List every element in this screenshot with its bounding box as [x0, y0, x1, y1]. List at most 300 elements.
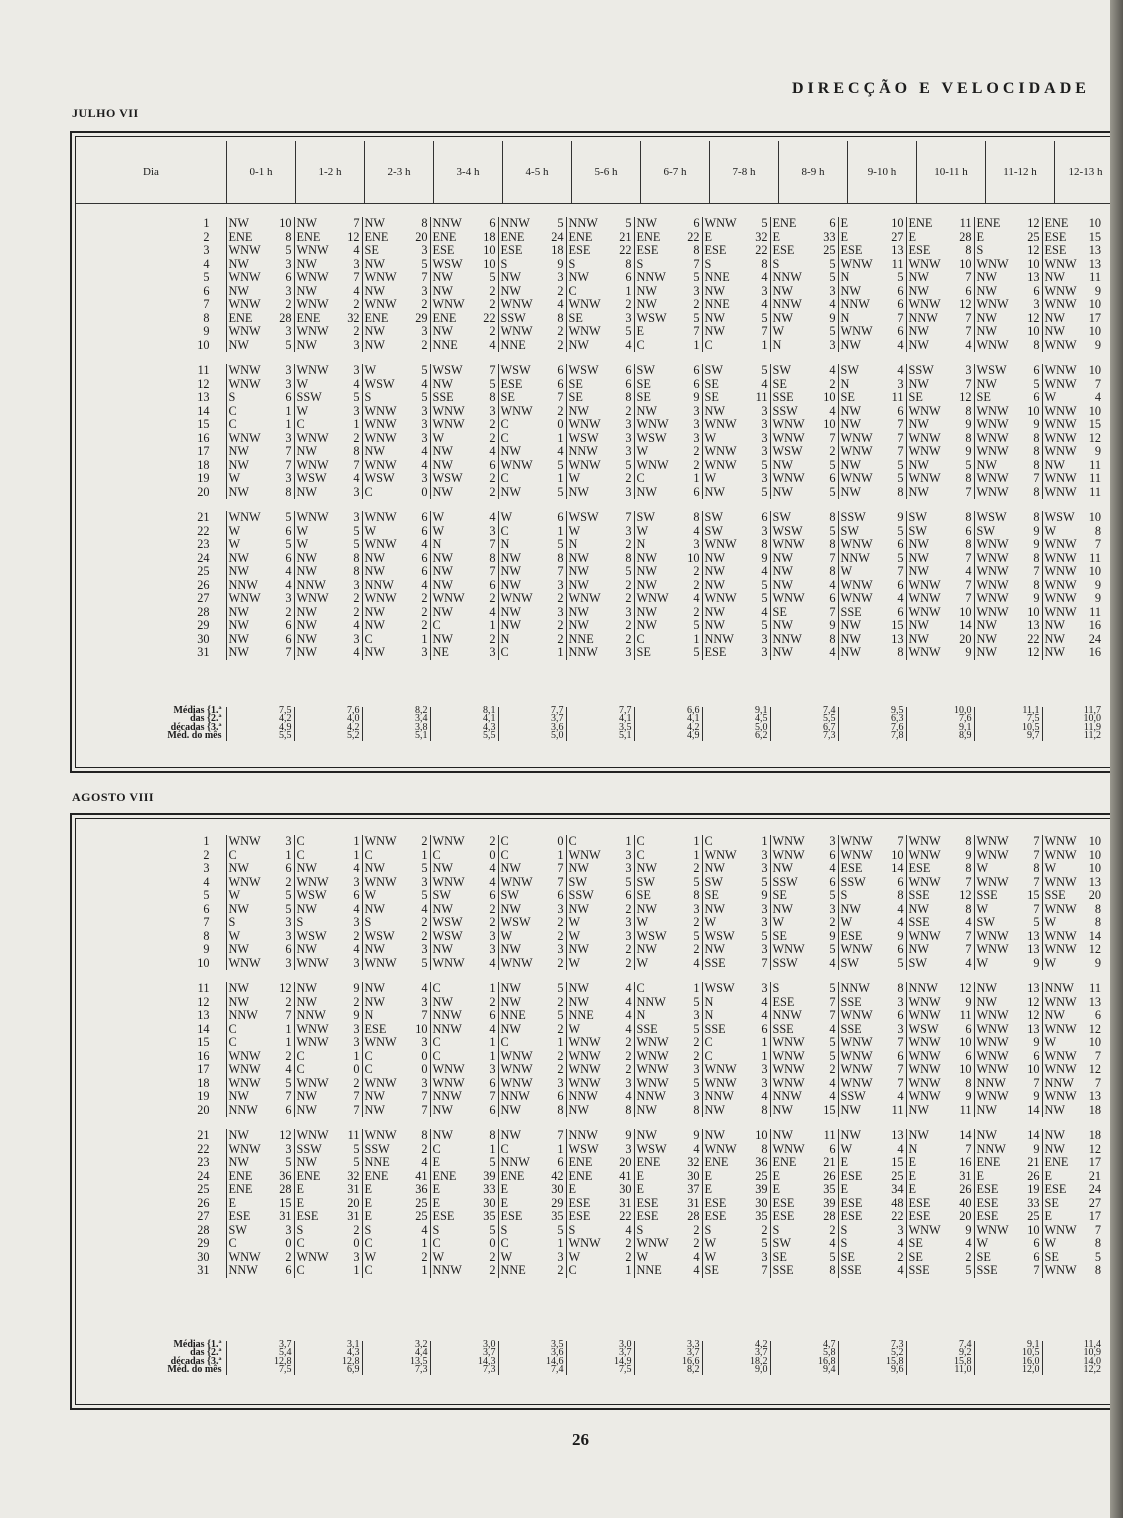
wind-direction: W: [1044, 861, 1057, 875]
wind-speed: 4: [421, 537, 428, 551]
wind-cell: [294, 552, 362, 566]
wind-direction: S: [500, 256, 508, 271]
wind-direction: WNW: [1044, 847, 1077, 862]
wind-speed: 6: [897, 874, 904, 889]
average-row: [76, 707, 1103, 715]
wind-cell: [838, 957, 906, 971]
wind-direction: NW: [500, 564, 521, 578]
column-header-hour: 4-5 h: [502, 141, 571, 203]
wind-direction: WNW: [636, 1035, 669, 1049]
wind-cell: [1042, 298, 1103, 312]
wind-direction-speed: [975, 1183, 1042, 1197]
wind-direction: N: [704, 994, 714, 1009]
wind-direction: SSE: [908, 888, 930, 902]
wind-direction: W: [228, 928, 241, 943]
wind-speed: 5: [353, 1155, 360, 1169]
wind-direction: WNW: [1044, 471, 1077, 485]
wind-speed: 3: [761, 645, 768, 659]
wind-direction: ESE: [908, 1195, 931, 1210]
wind-cell: [1042, 285, 1103, 299]
wind-direction-speed: [635, 432, 702, 446]
wind-direction: ESE: [432, 243, 455, 257]
wind-cell: [634, 1129, 702, 1143]
wind-speed: 20: [347, 1195, 360, 1210]
wind-speed: 4: [421, 444, 428, 458]
wind-cell: [362, 565, 430, 579]
wind-cell: [770, 862, 838, 876]
wind-direction-speed: [499, 646, 566, 660]
table-row: [76, 1104, 1103, 1118]
wind-direction: NW: [296, 550, 317, 565]
wind-speed: 3: [353, 337, 360, 352]
wind-speed: 12: [1027, 243, 1040, 257]
wind-cell: [362, 1264, 430, 1278]
wind-direction-speed: [567, 525, 634, 539]
wind-cell: [566, 876, 634, 890]
wind-direction: NW: [976, 631, 997, 646]
wind-direction-speed: [839, 298, 906, 312]
wind-speed: 8: [285, 229, 292, 244]
wind-direction: WSW: [432, 928, 463, 943]
wind-cell: [226, 298, 294, 312]
wind-direction-speed: [499, 486, 566, 500]
wind-direction: NW: [976, 376, 997, 391]
wind-speed: 5: [761, 928, 768, 943]
table-row: [76, 862, 1103, 876]
wind-direction: WNW: [1044, 444, 1077, 458]
wind-cell: [226, 606, 294, 620]
wind-cell: [634, 1077, 702, 1091]
wind-cell: [838, 943, 906, 957]
wind-speed: 1: [285, 847, 292, 862]
wind-direction-speed: [295, 298, 362, 312]
wind-cell: [1042, 1170, 1103, 1184]
wind-direction-speed: [907, 418, 974, 432]
wind-direction-speed: [227, 552, 294, 566]
wind-speed: 6: [1033, 363, 1040, 377]
table-row: [76, 943, 1103, 957]
wind-direction-speed: [975, 1023, 1042, 1037]
wind-speed: 4: [761, 270, 768, 284]
wind-speed: 7: [965, 577, 972, 592]
wind-direction-speed: [635, 538, 702, 552]
wind-cell: [974, 1023, 1042, 1037]
wind-direction-speed: [227, 271, 294, 285]
wind-speed: 3: [625, 604, 632, 619]
wind-direction: NW: [500, 1102, 521, 1117]
wind-direction: E: [296, 1195, 305, 1210]
table-row: [76, 364, 1103, 378]
wind-speed: 7: [1094, 1075, 1101, 1090]
wind-direction-speed: [907, 258, 974, 272]
wind-speed: 3: [761, 847, 768, 862]
wind-cell: [1042, 244, 1103, 258]
wind-cell: [974, 525, 1042, 539]
wind-cell: [362, 1023, 430, 1037]
wind-direction: WNW: [840, 537, 873, 551]
wind-direction: NW: [432, 942, 453, 956]
wind-speed: 6: [625, 270, 632, 284]
wind-cell: [702, 378, 770, 392]
wind-direction-speed: [703, 258, 770, 272]
wind-speed: 5: [353, 1141, 360, 1156]
wind-direction: WNW: [364, 1035, 397, 1049]
wind-direction: NW: [228, 283, 249, 298]
wind-direction-speed: [975, 552, 1042, 566]
wind-direction-speed: [227, 633, 294, 647]
wind-direction: ESE: [364, 1021, 387, 1036]
wind-cell: [770, 285, 838, 299]
wind-direction-speed: [771, 903, 838, 917]
wind-direction-speed: [907, 1237, 974, 1251]
wind-cell: [362, 391, 430, 405]
wind-cell: [362, 1183, 430, 1197]
wind-speed: 5: [829, 324, 836, 338]
wind-speed: 20: [1088, 888, 1101, 902]
wind-direction: NW: [636, 283, 657, 298]
wind-speed: 5: [897, 955, 904, 970]
wind-speed: 30: [483, 1195, 496, 1210]
wind-direction-speed: [635, 1063, 702, 1077]
wind-cell: [362, 364, 430, 378]
wind-direction-speed: [839, 619, 906, 633]
wind-cell: [498, 391, 566, 405]
wind-direction-speed: [635, 1023, 702, 1037]
wind-cell: [430, 996, 498, 1010]
wind-cell: [974, 592, 1042, 606]
wind-cell: [770, 258, 838, 272]
column-header-hour: 0-1 h: [226, 141, 295, 203]
wind-direction: SE: [772, 928, 787, 943]
wind-direction: NW: [500, 861, 521, 875]
wind-direction-speed: [499, 1063, 566, 1077]
wind-speed: 4: [693, 523, 700, 538]
average-value: 3,4: [362, 715, 430, 723]
wind-direction: WNW: [908, 577, 941, 592]
wind-cell: [226, 565, 294, 579]
wind-direction-speed: [703, 1237, 770, 1251]
wind-direction: E: [636, 1168, 645, 1183]
wind-direction: WNW: [432, 834, 465, 848]
wind-cell: [362, 1143, 430, 1157]
wind-cell: [974, 312, 1042, 326]
wind-speed: 29: [415, 310, 428, 325]
wind-direction: ENE: [500, 229, 525, 244]
wind-cell: [906, 445, 974, 459]
wind-cell: [1042, 565, 1103, 579]
wind-cell: [838, 1143, 906, 1157]
wind-speed: 9: [353, 981, 360, 995]
wind-direction: NNW: [432, 1008, 462, 1022]
wind-direction: W: [568, 523, 581, 538]
wind-speed: 4: [829, 955, 836, 970]
wind-cell: [294, 1183, 362, 1197]
july-table-block: [70, 131, 1112, 773]
day-number: 23: [197, 1155, 210, 1169]
wind-speed: 9: [965, 417, 972, 431]
wind-direction: WNW: [1044, 1263, 1077, 1277]
wind-direction: WNW: [296, 955, 329, 970]
wind-direction: S: [772, 256, 780, 271]
wind-direction-speed: [839, 579, 906, 593]
wind-speed: 14: [1027, 1128, 1040, 1142]
wind-speed: 40: [959, 1195, 972, 1210]
wind-cell: [566, 432, 634, 446]
wind-cell: [634, 1050, 702, 1064]
wind-direction: WNW: [364, 1128, 397, 1142]
wind-direction: NNW: [840, 550, 870, 565]
wind-direction-speed: [839, 1050, 906, 1064]
wind-cell: [294, 298, 362, 312]
wind-direction: WNW: [432, 297, 465, 311]
wind-cell: [1042, 445, 1103, 459]
wind-speed: 4: [353, 376, 360, 391]
wind-direction-speed: [227, 1023, 294, 1037]
average-value: 4,3: [430, 724, 498, 732]
wind-direction-speed: [431, 1224, 498, 1238]
wind-speed: 7: [897, 1035, 904, 1049]
wind-speed: 5: [557, 216, 564, 230]
wind-direction-speed: [907, 285, 974, 299]
wind-cell: [974, 231, 1042, 245]
wind-direction: SE: [1044, 1195, 1059, 1210]
wind-speed: 3: [761, 631, 768, 646]
wind-direction-speed: [771, 525, 838, 539]
wind-speed: 7: [897, 417, 904, 431]
wind-direction-speed: [363, 538, 430, 552]
wind-direction-speed: [499, 835, 566, 849]
wind-speed: 7: [421, 1102, 428, 1117]
wind-direction: WNW: [568, 324, 601, 338]
wind-speed: 2: [557, 1048, 564, 1063]
wind-direction-speed: [1043, 486, 1104, 500]
wind-direction-speed: [771, 339, 838, 353]
wind-speed: 5: [761, 577, 768, 592]
wind-direction: W: [636, 523, 649, 538]
wind-speed: 6: [285, 631, 292, 646]
wind-cell: [838, 876, 906, 890]
wind-direction: WNW: [908, 1222, 941, 1237]
wind-cell: [838, 1224, 906, 1238]
wind-speed: 9: [1033, 537, 1040, 551]
table-row: [76, 258, 1103, 272]
wind-speed: 3: [761, 1249, 768, 1264]
wind-direction: NW: [500, 604, 521, 619]
wind-cell: [702, 486, 770, 500]
wind-speed: 5: [829, 256, 836, 271]
wind-speed: 3: [693, 1089, 700, 1103]
wind-speed: 5: [829, 523, 836, 538]
wind-direction-speed: [635, 889, 702, 903]
wind-direction-speed: [771, 633, 838, 647]
wind-speed: 4: [353, 861, 360, 875]
wind-cell: [226, 552, 294, 566]
wind-speed: 8: [965, 510, 972, 524]
wind-direction-speed: [839, 876, 906, 890]
wind-direction-speed: [295, 1251, 362, 1265]
wind-direction-speed: [907, 1090, 974, 1104]
wind-direction-speed: [907, 445, 974, 459]
wind-speed: 13: [1088, 874, 1101, 889]
wind-direction-speed: [431, 312, 498, 326]
wind-direction: NNW: [704, 1089, 734, 1103]
wind-cell: [226, 1050, 294, 1064]
wind-cell: [226, 1170, 294, 1184]
wind-speed: 3: [421, 1075, 428, 1090]
wind-direction: WNW: [1044, 297, 1077, 311]
wind-cell: [1042, 1009, 1103, 1023]
wind-direction-speed: [1043, 231, 1104, 245]
wind-speed: 12: [1088, 1021, 1101, 1036]
wind-speed: 20: [959, 1209, 972, 1223]
wind-cell: [634, 1090, 702, 1104]
wind-direction: WNW: [296, 457, 329, 472]
wind-cell: [906, 835, 974, 849]
wind-cell: [294, 231, 362, 245]
wind-direction-speed: [975, 1251, 1042, 1265]
wind-speed: 7: [829, 994, 836, 1009]
wind-cell: [226, 835, 294, 849]
wind-direction-speed: [907, 862, 974, 876]
wind-speed: 4: [761, 994, 768, 1009]
wind-speed: 6: [557, 888, 564, 902]
wind-direction: W: [1044, 1035, 1057, 1049]
wind-cell: [974, 1183, 1042, 1197]
wind-cell: [838, 339, 906, 353]
wind-direction: SW: [500, 888, 519, 902]
wind-direction: NW: [568, 484, 589, 499]
wind-speed: 6: [761, 1021, 768, 1036]
wind-cell: [974, 996, 1042, 1010]
wind-speed: 6: [1033, 390, 1040, 404]
wind-direction-speed: [499, 982, 566, 996]
wind-cell: [566, 930, 634, 944]
wind-speed: 8: [1033, 861, 1040, 875]
wind-direction-speed: [295, 1009, 362, 1023]
wind-speed: 9: [897, 510, 904, 524]
wind-cell: [770, 459, 838, 473]
wind-direction: E: [500, 1195, 509, 1210]
wind-direction: NW: [908, 457, 929, 472]
wind-cell: [906, 298, 974, 312]
wind-direction: WNW: [772, 1035, 805, 1049]
wind-direction-speed: [1043, 1090, 1104, 1104]
wind-speed: 8: [965, 1075, 972, 1090]
wind-direction: NW: [296, 564, 317, 578]
wind-speed: 8: [489, 550, 496, 565]
wind-cell: [226, 432, 294, 446]
wind-direction-speed: [975, 930, 1042, 944]
wind-direction: ENE: [228, 1182, 253, 1196]
wind-direction-speed: [431, 325, 498, 339]
wind-cell: [838, 285, 906, 299]
wind-direction-speed: [907, 849, 974, 863]
wind-direction-speed: [363, 916, 430, 930]
wind-speed: 13: [1027, 981, 1040, 995]
wind-cell: [702, 258, 770, 272]
wind-direction-speed: [703, 1009, 770, 1023]
wind-cell: [498, 619, 566, 633]
wind-cell: [566, 538, 634, 552]
wind-direction-speed: [907, 339, 974, 353]
wind-speed: 31: [347, 1182, 360, 1196]
wind-direction-speed: [499, 1251, 566, 1265]
average-value: 5,2: [294, 732, 362, 740]
wind-direction: WNW: [364, 430, 397, 445]
table-row: [76, 271, 1103, 285]
wind-direction-speed: [295, 432, 362, 446]
wind-cell: [566, 244, 634, 258]
wind-speed: 5: [761, 457, 768, 472]
wind-speed: 5: [625, 457, 632, 472]
wind-speed: 4: [965, 915, 972, 929]
wind-speed: 12: [1027, 1008, 1040, 1022]
column-header-hour: 8-9 h: [778, 141, 847, 203]
wind-cell: [838, 271, 906, 285]
wind-direction-speed: [839, 1210, 906, 1224]
day-number: 24: [197, 550, 210, 565]
wind-direction: NW: [432, 1102, 453, 1117]
wind-direction-speed: [567, 835, 634, 849]
wind-direction: C: [500, 1141, 509, 1156]
wind-cell: [974, 552, 1042, 566]
day-number: 16: [197, 430, 210, 445]
wind-speed: 2: [829, 444, 836, 458]
wind-speed: 8: [557, 1102, 564, 1117]
wind-speed: 4: [625, 981, 632, 995]
average-value: 3,6: [498, 724, 566, 732]
wind-cell: [702, 1251, 770, 1265]
wind-cell: [634, 633, 702, 647]
wind-direction: E: [364, 1209, 373, 1223]
table-row: [76, 996, 1103, 1010]
wind-cell: [634, 472, 702, 486]
wind-cell: [838, 1156, 906, 1170]
wind-cell: [294, 1063, 362, 1077]
wind-cell: [634, 1197, 702, 1211]
wind-speed: 13: [1027, 618, 1040, 632]
wind-direction-speed: [907, 1050, 974, 1064]
wind-direction-speed: [295, 916, 362, 930]
wind-speed: 5: [285, 888, 292, 902]
wind-direction: WNW: [228, 324, 261, 338]
wind-speed: 4: [897, 1089, 904, 1103]
average-value: 5,1: [362, 732, 430, 740]
average-value: 3,7: [566, 1349, 634, 1357]
wind-cell: [1042, 486, 1103, 500]
wind-direction: WNW: [228, 591, 261, 605]
wind-direction-speed: [1043, 606, 1104, 620]
wind-cell: [634, 364, 702, 378]
wind-direction-speed: [839, 378, 906, 392]
wind-direction: NW: [976, 645, 997, 659]
wind-direction: SW: [704, 363, 723, 377]
wind-direction-speed: [907, 525, 974, 539]
wind-speed: 3: [761, 1075, 768, 1090]
wind-speed: 4: [829, 1021, 836, 1036]
wind-direction-speed: [907, 957, 974, 971]
wind-cell: [566, 217, 634, 231]
wind-speed: 6: [489, 1075, 496, 1090]
wind-direction-speed: [567, 1183, 634, 1197]
wind-direction-speed: [1043, 1156, 1104, 1170]
wind-speed: 25: [823, 243, 836, 257]
table-row: [76, 378, 1103, 392]
wind-direction: WNW: [568, 1075, 601, 1090]
wind-cell: [430, 231, 498, 245]
wind-cell: [702, 903, 770, 917]
wind-speed: 3: [761, 861, 768, 875]
